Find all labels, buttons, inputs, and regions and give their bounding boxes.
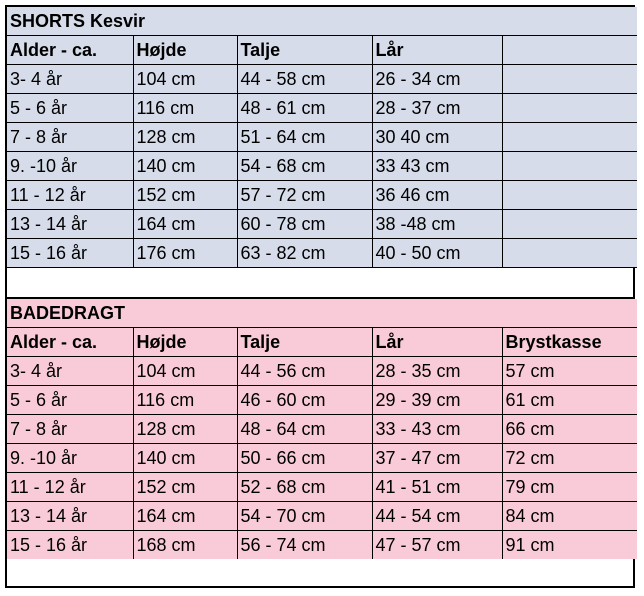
table-cell: 116 cm xyxy=(133,94,237,123)
table-cell: 72 cm xyxy=(502,444,637,473)
table-cell: 44 - 58 cm xyxy=(237,65,372,94)
table-cell: 54 - 68 cm xyxy=(237,152,372,181)
badedragt-size-table xyxy=(7,299,637,559)
table-cell: 9. -10 år xyxy=(7,152,133,181)
table-cell: 40 - 50 cm xyxy=(372,239,502,268)
table-cell: 29 - 39 cm xyxy=(372,386,502,415)
table-cell: 7 - 8 år xyxy=(7,123,133,152)
table-row xyxy=(7,473,637,502)
table-cell xyxy=(502,239,637,268)
table-cell: 9. -10 år xyxy=(7,444,133,473)
badedragt-title: BADEDRAGT xyxy=(7,299,637,328)
table-cell: 140 cm xyxy=(133,152,237,181)
table-cell: 57 - 72 cm xyxy=(237,181,372,210)
table-cell: 37 - 47 cm xyxy=(372,444,502,473)
table-cell: 164 cm xyxy=(133,210,237,239)
table-cell: 56 - 74 cm xyxy=(237,531,372,560)
header-cell: Lår xyxy=(372,328,502,357)
header-cell: Alder - ca. xyxy=(7,328,133,357)
table-row xyxy=(7,181,637,210)
table-cell: 5 - 6 år xyxy=(7,94,133,123)
table-row xyxy=(7,210,637,239)
table-row xyxy=(7,386,637,415)
table-cell: 164 cm xyxy=(133,502,237,531)
table-cell: 11 - 12 år xyxy=(7,181,133,210)
header-cell: Talje xyxy=(237,328,372,357)
table-row xyxy=(7,123,637,152)
table-cell: 28 - 37 cm xyxy=(372,94,502,123)
header-cell: Brystkasse xyxy=(502,328,637,357)
table-row xyxy=(7,239,637,268)
table-cell: 7 - 8 år xyxy=(7,415,133,444)
table-cell: 3- 4 år xyxy=(7,357,133,386)
table-cell: 79 cm xyxy=(502,473,637,502)
table-cell: 128 cm xyxy=(133,415,237,444)
table-cell: 15 - 16 år xyxy=(7,239,133,268)
table-cell: 128 cm xyxy=(133,123,237,152)
table-cell: 28 - 35 cm xyxy=(372,357,502,386)
table-row xyxy=(7,152,637,181)
table-row xyxy=(7,415,637,444)
table-cell: 61 cm xyxy=(502,386,637,415)
table-cell: 13 - 14 år xyxy=(7,210,133,239)
header-cell xyxy=(502,36,637,65)
table-cell: 84 cm xyxy=(502,502,637,531)
badedragt-title-row xyxy=(7,299,637,328)
table-cell: 3- 4 år xyxy=(7,65,133,94)
table-cell: 44 - 54 cm xyxy=(372,502,502,531)
table-cell: 5 - 6 år xyxy=(7,386,133,415)
table-cell: 57 cm xyxy=(502,357,637,386)
table-cell: 41 - 51 cm xyxy=(372,473,502,502)
table-cell: 15 - 16 år xyxy=(7,531,133,560)
header-cell: Højde xyxy=(133,36,237,65)
table-cell: 47 - 57 cm xyxy=(372,531,502,560)
table-cell xyxy=(502,123,637,152)
table-cell: 30 40 cm xyxy=(372,123,502,152)
table-cell: 33 43 cm xyxy=(372,152,502,181)
size-chart-frame xyxy=(5,5,635,588)
badedragt-header-row xyxy=(7,328,637,357)
table-cell: 36 46 cm xyxy=(372,181,502,210)
table-cell: 91 cm xyxy=(502,531,637,560)
table-cell xyxy=(502,152,637,181)
table-row xyxy=(7,94,637,123)
table-cell: 48 - 64 cm xyxy=(237,415,372,444)
table-cell: 60 - 78 cm xyxy=(237,210,372,239)
table-cell: 176 cm xyxy=(133,239,237,268)
table-cell: 26 - 34 cm xyxy=(372,65,502,94)
header-cell: Alder - ca. xyxy=(7,36,133,65)
table-row xyxy=(7,502,637,531)
table-cell xyxy=(502,210,637,239)
table-cell: 51 - 64 cm xyxy=(237,123,372,152)
table-cell: 140 cm xyxy=(133,444,237,473)
header-cell: Lår xyxy=(372,36,502,65)
shorts-header-row xyxy=(7,36,637,65)
table-cell: 152 cm xyxy=(133,473,237,502)
table-row xyxy=(7,357,637,386)
table-cell: 104 cm xyxy=(133,357,237,386)
table-cell: 46 - 60 cm xyxy=(237,386,372,415)
table-cell: 116 cm xyxy=(133,386,237,415)
table-row xyxy=(7,444,637,473)
table-cell: 168 cm xyxy=(133,531,237,560)
table-cell: 48 - 61 cm xyxy=(237,94,372,123)
table-cell: 33 - 43 cm xyxy=(372,415,502,444)
table-cell: 104 cm xyxy=(133,65,237,94)
shorts-title-row xyxy=(7,7,637,36)
table-cell xyxy=(502,94,637,123)
table-cell: 63 - 82 cm xyxy=(237,239,372,268)
table-cell: 152 cm xyxy=(133,181,237,210)
table-cell: 54 - 70 cm xyxy=(237,502,372,531)
table-cell xyxy=(502,65,637,94)
header-cell: Højde xyxy=(133,328,237,357)
table-cell: 50 - 66 cm xyxy=(237,444,372,473)
table-cell: 13 - 14 år xyxy=(7,502,133,531)
table-cell xyxy=(502,181,637,210)
table-cell: 38 -48 cm xyxy=(372,210,502,239)
table-row xyxy=(7,531,637,560)
shorts-size-table xyxy=(7,7,637,268)
shorts-title: SHORTS Kesvir xyxy=(7,7,637,36)
table-row xyxy=(7,65,637,94)
table-cell: 66 cm xyxy=(502,415,637,444)
table-cell: 44 - 56 cm xyxy=(237,357,372,386)
header-cell: Talje xyxy=(237,36,372,65)
table-cell: 11 - 12 år xyxy=(7,473,133,502)
table-cell: 52 - 68 cm xyxy=(237,473,372,502)
